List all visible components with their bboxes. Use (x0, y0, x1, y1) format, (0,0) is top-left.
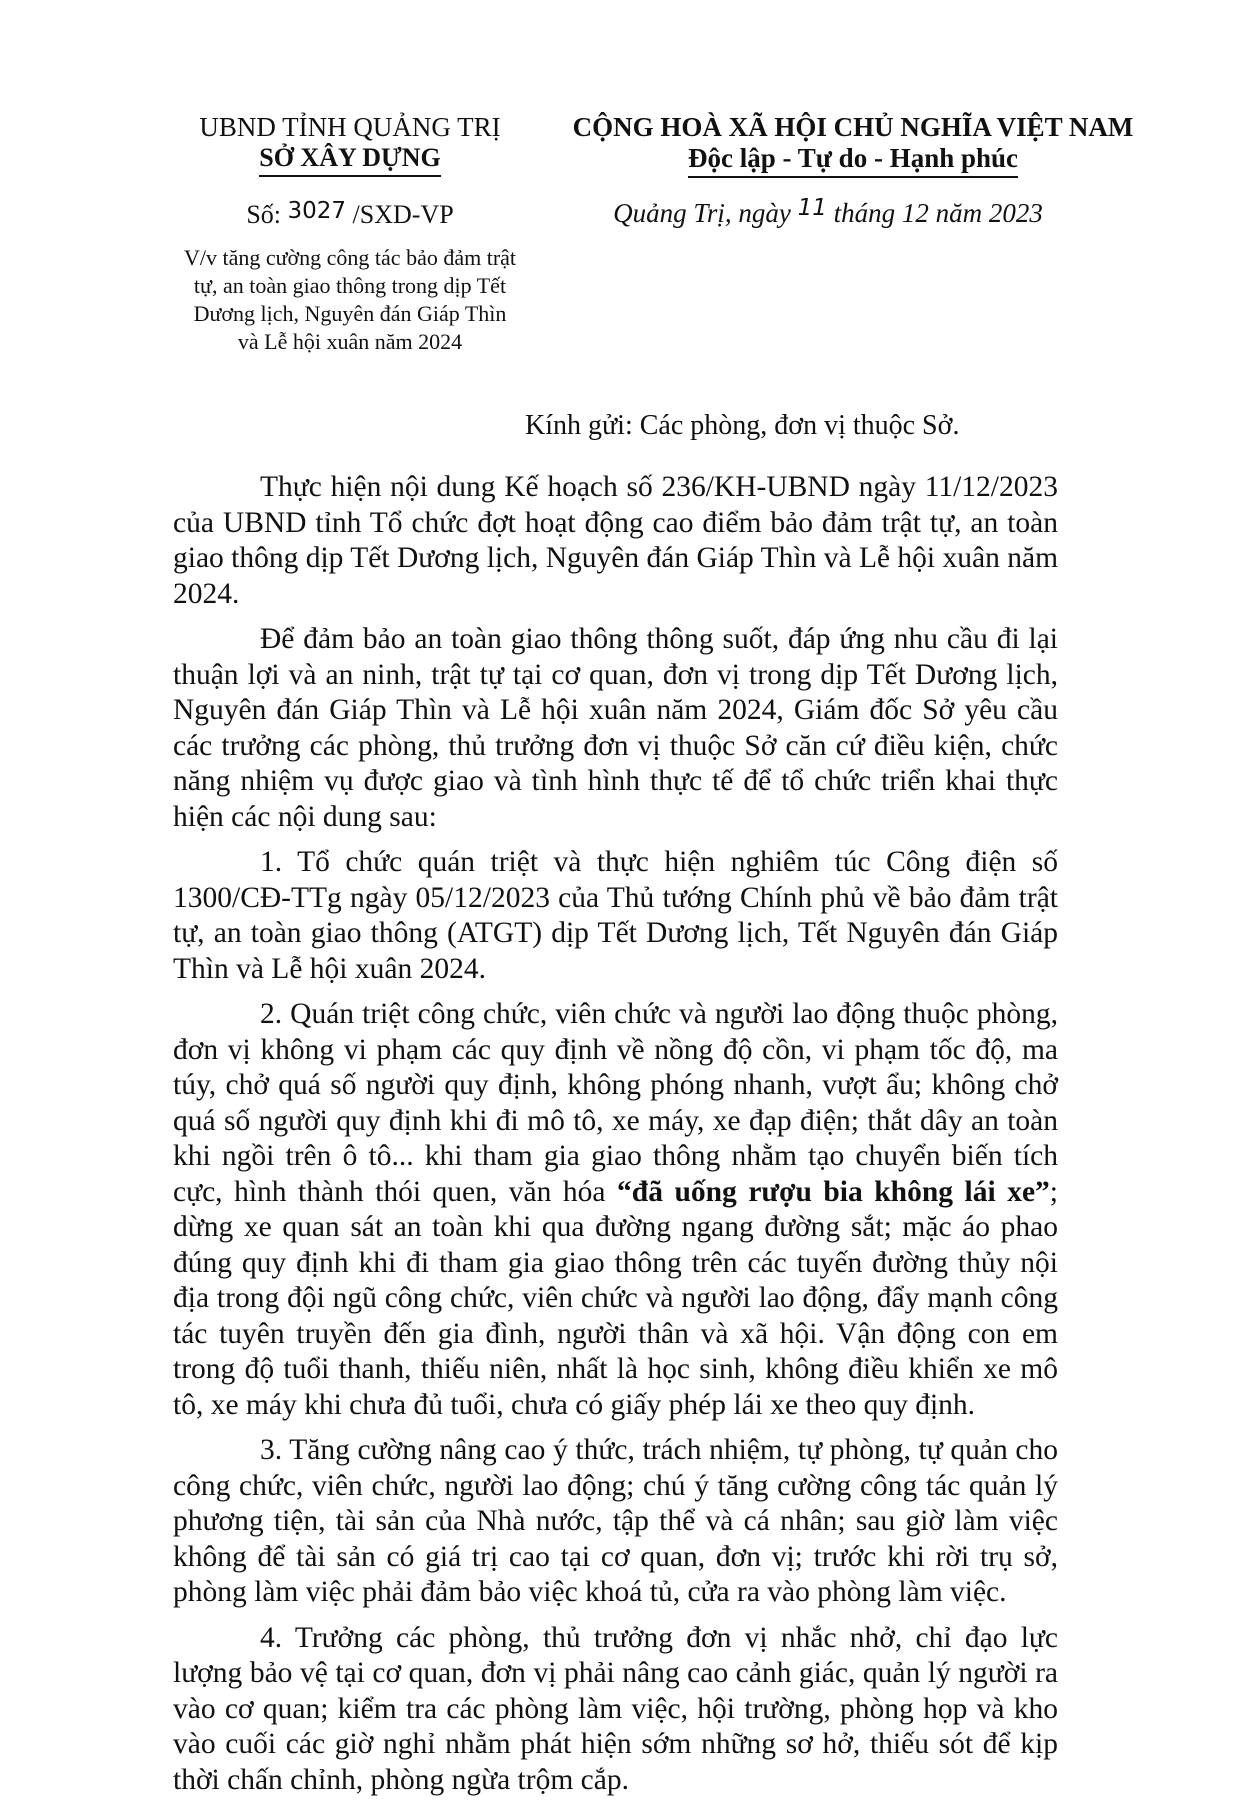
date-prefix: Quảng Trị, ngày (613, 198, 791, 228)
department-name: SỞ XÂY DỰNG (259, 143, 441, 177)
paragraph-item-1: 1. Tổ chức quán triệt và thực hiện nghiêm túc Công điện số 1300/CĐ-TTg ngày 05/12/2023 của Thủ tướng Chính phủ về bảo đảm trật tự, an toàn giao thông (ATGT) dịp Tết Dương lịch, Tết Nguyên đán Giáp Thìn và Lễ hội xuân 2024. (173, 846, 1058, 985)
national-motto: Độc lập - Tự do - Hạnh phúc (688, 143, 1018, 178)
subject-line: tự, an toàn giao thông trong dịp Tết (193, 273, 507, 298)
issuing-authority-block (190, 112, 510, 177)
item-2-text-b: ; dừng xe quan sát an toàn khi qua đường ngang đường sắt; mặc áo phao đúng quy định khi đi tham gia giao thông trên các tuyến đường thủy nội địa trong đội ngũ công chức, viên chức và người lao động, đẩy mạnh công tác tuyên truyền đến gia đình, người thân và xã hội. Vận động con em trong độ tuổi thanh, thiếu niên, nhất là học sinh, không điều khiển xe mô tô, xe máy khi chưa đủ tuổi, chưa có giấy phép lái xe theo quy định. (173, 1175, 1058, 1421)
document-number (190, 200, 510, 230)
doc-number-handwritten: 3027 (287, 198, 347, 224)
paragraph-item-2 (173, 997, 1058, 1423)
date-day-handwritten: 11 (797, 195, 827, 221)
item-2-slogan: “đã uống rượu bia không lái xe” (617, 1175, 1050, 1208)
subject-line: Dương lịch, Nguyên đán Giáp Thìn (193, 301, 507, 326)
agency-name: UBND TỈNH QUẢNG TRỊ (199, 112, 501, 142)
national-title-block (548, 112, 1158, 178)
paragraph-basis: Thực hiện nội dung Kế hoạch số 236/KH-UBND ngày 11/12/2023 của UBND tỉnh Tổ chức đợt hoạt động cao điểm bảo đảm trật tự, an toàn giao thông dịp Tết Dương lịch, Nguyên đán Giáp Thìn và Lễ hội xuân năm 2024. (173, 471, 1059, 610)
recipient-line: Kính gửi: Các phòng, đơn vị thuộc Sở. (525, 410, 960, 441)
subject-summary (160, 244, 540, 356)
item-2-text-a: 2. Quán triệt công chức, viên chức và người lao động thuộc phòng, đơn vị không vi phạm các quy định về nồng độ cồn, vi phạm tốc độ, ma túy, chở quá số người quy định, không phóng nhanh, vượt ẩu; không chở quá số người quy định khi đi mô tô, xe máy, xe đạp điện; thắt dây an toàn khi ngồi trên ô tô... khi tham gia giao thông nhằm tạo chuyển biến tích cực, hình thành thói quen, văn hóa (173, 998, 1058, 1208)
paragraph-item-4: 4. Trưởng các phòng, thủ trưởng đơn vị nhắc nhở, chỉ đạo lực lượng bảo vệ tại cơ quan, đơn vị phải nâng cao cảnh giác, quản lý người ra vào cơ quan; kiểm tra các phòng làm việc, hội trường, phòng họp và kho vào cuối các giờ nghỉ nhằm phát hiện sớm những sơ hở, thiếu sót để kịp thời chấn chỉnh, phòng ngừa trộm cắp. (173, 1621, 1058, 1796)
document-body (173, 470, 1058, 1808)
doc-number-suffix: /SXD-VP (352, 200, 454, 229)
paragraph-purpose: Để đảm bảo an toàn giao thông thông suốt, đáp ứng nhu cầu đi lại thuận lợi và an ninh, trật tự tại cơ quan, đơn vị trong dịp Tết Dương lịch, Nguyên đán Giáp Thìn và Lễ hội xuân năm 2024, Giám đốc Sở yêu cầu các trưởng các phòng, thủ trưởng đơn vị thuộc Sở căn cứ điều kiện, chức năng nhiệm vụ được giao và tình hình thực tế để tổ chức triển khai thực hiện các nội dung sau: (173, 623, 1058, 833)
subject-line: V/v tăng cường công tác bảo đảm trật (183, 245, 517, 270)
nation-title: CỘNG HOÀ XÃ HỘI CHỦ NGHĨA VIỆT NAM (572, 112, 1134, 142)
paragraph-item-3: 3. Tăng cường nâng cao ý thức, trách nhiệm, tự phòng, tự quản cho công chức, viên chức, người lao động; chú ý tăng cường công tác quản lý phương tiện, tài sản của Nhà nước, tập thể và cá nhân; sau giờ làm việc không để tài sản có giá trị cao tại cơ quan, đơn vị; trước khi rời trụ sở, phòng làm việc phải đảm bảo việc khoá tủ, cửa ra vào phòng làm việc. (173, 1434, 1058, 1608)
date-suffix: tháng 12 năm 2023 (833, 198, 1043, 228)
doc-number-prefix: Số: (246, 200, 281, 229)
subject-line: và Lễ hội xuân năm 2024 (237, 329, 463, 354)
issue-date (548, 195, 1108, 229)
